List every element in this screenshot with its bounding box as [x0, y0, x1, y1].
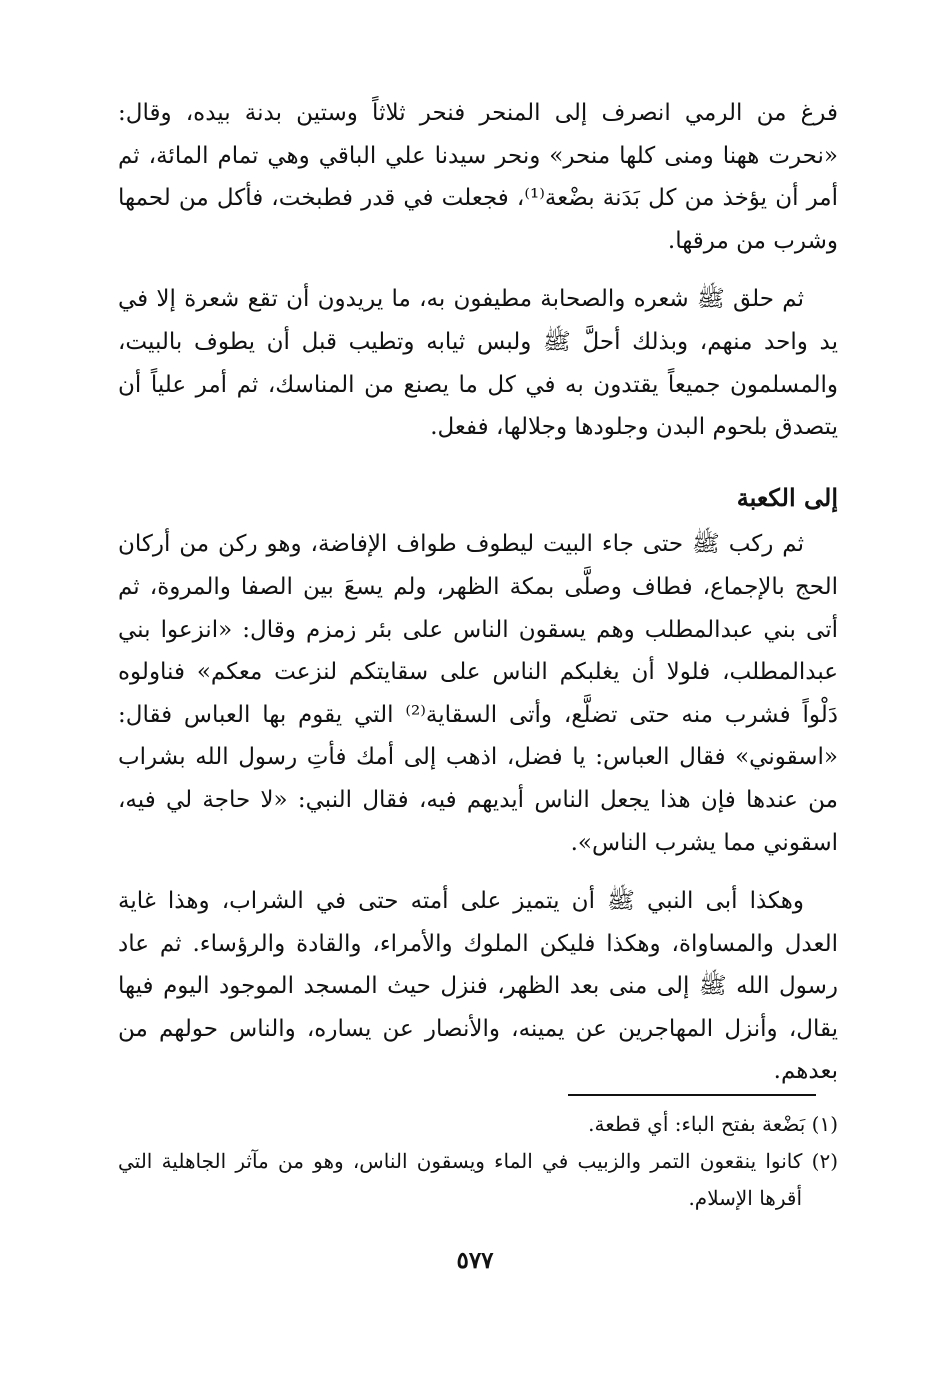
main-text	[118, 92, 838, 1109]
paragraph-3: ثم ركب ﷺ حتى جاء البيت ليطوف طواف الإفاضة، وهو ركن من أركان الحج بالإجماع، فطاف وصلَّى بمكة الظهر، ولم يسعَ بين الصفا والمروة، ثم أتى بني عبدالمطلب وهم يسقون الناس على بئر زمزم وقال: «انزعوا بني عبدالمطلب، فلولا أن يغلبكم الناس على سقايتكم لنزعت معكم» فناولوه دَلْواً فشرب منه حتى تضلَّع، وأتى السقاية⁽²⁾ التي يقوم بها العباس فقال: «اسقوني» فقال العباس: يا فضل، اذهب إلى أمك فأتِ رسول الله بشراب من عندها فإن هذا يجعل الناس أيديهم فيه، فقال النبي: «لا حاجة لي فيه، اسقوني مما يشرب الناس».	[118, 531, 838, 856]
footnotes	[118, 1106, 838, 1217]
footnote-2: (٢) كانوا ينقعون التمر والزبيب في الماء ويسقون الناس، وهو من مآثر الجاهلية التي أقرها الإسلام.	[118, 1149, 838, 1210]
footnote-1: (١) بَضْعة بفتح الباء: أي قطعة.	[588, 1112, 838, 1136]
paragraph-2: ثم حلق ﷺ شعره والصحابة مطيفون به، ما يريدون أن تقع شعرة إلا في يد واحد منهم، وبذلك أحلَّ ﷺ ولبس ثيابه وتطيب قبل أن يطوف بالبيت، والمسلمون جميعاً يقتدون به في كل ما يصنع من المناسك، ثم أمر علياً أن يتصدق بلحوم البدن وجلودها وجلالها، ففعل.	[118, 286, 838, 441]
paragraph-4: وهكذا أبى النبي ﷺ أن يتميز على أمته حتى في الشراب، وهذا غاية العدل والمساواة، وهكذا فليكن الملوك والأمراء، والقادة والرؤساء. ثم عاد رسول الله ﷺ إلى منى بعد الظهر، فنزل حيث المسجد الموجود اليوم فيها يقال، وأنزل المهاجرين عن يمينه، والأنصار عن يساره، والناس حولهم من بعدهم.	[118, 888, 838, 1085]
paragraph-1: فرغ من الرمي انصرف إلى المنحر فنحر ثلاثاً وستين بدنة بيده، وقال: «نحرت ههنا ومنى كلها منحر» ونحر سيدنا علي الباقي وهي تمام المائة، ثم أمر أن يؤخذ من كل بَدَنة بضْعة⁽¹⁾، فجعلت في قدر فطبخت، فأكل من لحمها وشرب من مرقها.	[118, 100, 838, 254]
section-heading: إلى الكعبة	[736, 482, 838, 512]
page-number: ٥٧٧	[456, 1247, 494, 1274]
footnote-separator	[568, 1094, 816, 1096]
